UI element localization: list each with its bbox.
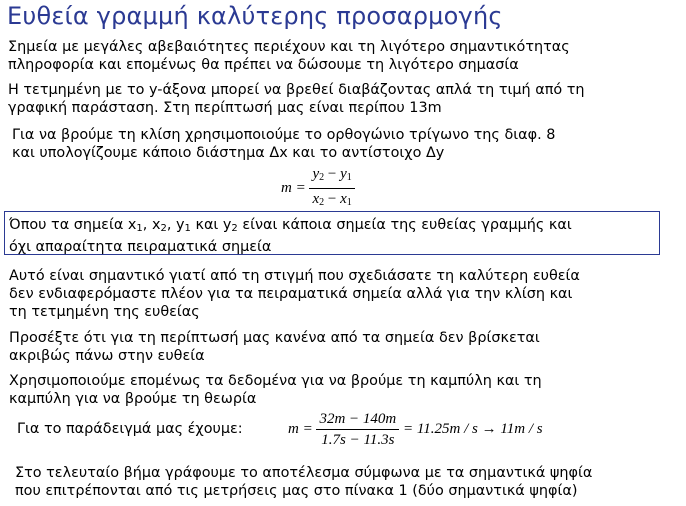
- note-text: [9, 216, 572, 256]
- paragraph-notice: [9, 329, 540, 365]
- text-line: Για να βρούμε τη κλίση χρησιμοποιούμε το ορθογώνιο τρίγωνο της διαφ. 8: [12, 127, 556, 143]
- text-line: Η τετμημένη με το y-άξονα μπορεί να βρεθεί διαβάζοντας απλά τη τιμή από τη: [8, 82, 585, 98]
- text-line: Χρησιμοποιούμε επομένως τα δεδομένα για να βρούμε τη καμπύλη και τη: [9, 373, 542, 389]
- paragraph-use-data: [9, 372, 542, 408]
- formula-result: = 11.25m / s → 11m / s: [403, 421, 543, 437]
- paragraph-slope: [12, 126, 555, 162]
- paragraph-uncertainty: [8, 38, 570, 74]
- text-line: πληροφορία και επομένως θα πρέπει να δώσουμε τη λιγότερο σημασία: [8, 57, 519, 73]
- text-line: Όπου τα σημεία $x_1$, $x_2$, $y_1$ και $y_2$ είναι κάποια σημεία της ευθείας γραμμής και: [9, 217, 572, 234]
- text-line: και υπολογίζουμε κάποιο διάστημα Δx και το αντίστοιχο Δy: [12, 145, 445, 161]
- fraction-numerator: 32m − 140m: [316, 409, 399, 430]
- text-line: καμπύλη για να βρούμε τη θεωρία: [9, 391, 257, 407]
- text-line: ακριβώς πάνω στην ευθεία: [9, 348, 205, 364]
- paragraph-final-step: [15, 464, 592, 500]
- example-label: Για το παράδειγμά μας έχουμε:: [17, 421, 243, 437]
- fraction-numerator: $y_2 - y_1$: [309, 164, 354, 189]
- fraction-denominator: 1.7s − 11.3s: [321, 432, 395, 448]
- text-line: Στο τελευταίο βήμα γράφουμε το αποτέλεσμα σύμφωνα με τα σημαντικά ψηφία: [15, 465, 593, 481]
- page-title: Ευθεία γραμμή καλύτερης προσαρμογής: [7, 2, 503, 30]
- fraction-denominator: $x_2 - x_1$: [312, 191, 352, 208]
- text-line: τη τετμημένη της ευθείας: [9, 304, 200, 320]
- paragraph-importance: [9, 267, 580, 321]
- formula-lhs: m =: [281, 180, 306, 196]
- paragraph-intercept: [8, 81, 585, 117]
- text-line: που επιτρέπονται από τις μετρήσεις μας στο πίνακα 1 (δύο σημαντικά ψηφία): [15, 483, 578, 499]
- text-line: δεν ενδιαφερόμαστε πλέον για τα πειραματικά σημεία αλλά για την κλίση και: [9, 286, 573, 302]
- slope-fraction: [309, 164, 354, 213]
- text-line: Προσέξτε ότι για τη περίπτωσή μας κανένα από τα σημεία δεν βρίσκεται: [9, 330, 540, 346]
- text-line: γραφική παράσταση. Στη περίπτωσή μας είναι περίπου 13m: [8, 100, 442, 116]
- text-line: όχι απαραίτητα πειραματικά σημεία: [9, 239, 272, 255]
- example-formula: [288, 409, 543, 450]
- slope-formula: [281, 164, 355, 213]
- text-line: Αυτό είναι σημαντικό γιατί από τη στιγμή που σχεδιάσατε τη καλύτερη ευθεία: [9, 268, 580, 284]
- text-line: Σημεία με μεγάλες αβεβαιότητες περιέχουν και τη λιγότερο σημαντικότητας: [8, 39, 570, 55]
- example-fraction: [316, 409, 399, 450]
- formula-lhs: m =: [288, 421, 313, 437]
